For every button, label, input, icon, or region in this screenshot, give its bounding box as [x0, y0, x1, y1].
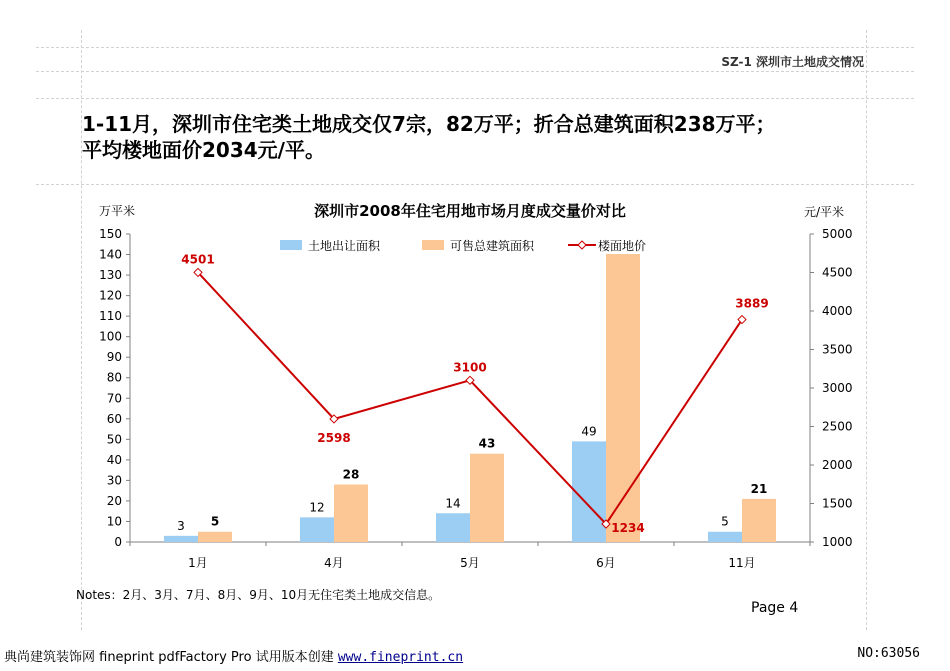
header-title: SZ-1 深圳市土地成交情况: [721, 55, 864, 69]
bar-land-0: [164, 536, 198, 542]
y-tick-right-label: 3500: [822, 342, 853, 357]
y-tick-left-label: 140: [99, 247, 122, 262]
price-data-label: 4501: [181, 252, 215, 267]
bar-land-1: [300, 517, 334, 542]
y-tick-right-label: 1500: [822, 496, 853, 511]
chart-title: 深圳市2008年住宅用地市场月度成交量价对比: [314, 202, 626, 220]
y-tick-right-label: 4500: [822, 265, 853, 280]
page-number: Page 4: [751, 600, 799, 616]
legend-swatch-0: [280, 240, 302, 250]
x-tick-label: 5月: [460, 556, 480, 570]
bar-land-3: [572, 441, 606, 542]
x-tick-label: 11月: [728, 556, 756, 570]
bar-data-label: 5: [210, 514, 220, 529]
bar-land-4: [708, 532, 742, 542]
price-data-label: 1234: [611, 520, 645, 535]
bar-data-label: 43: [478, 436, 496, 451]
y-tick-right-label: 5000: [822, 227, 853, 241]
headline-line-1: 1-11月，深圳市住宅类土地成交仅7宗，82万平；折合总建筑面积238万平；: [82, 112, 776, 136]
bar-floor-1: [334, 485, 368, 542]
y-tick-left-label: 70: [106, 391, 122, 406]
bar-data-label: 14: [445, 496, 461, 511]
y-tick-left-label: 100: [99, 329, 122, 344]
footer-left: [4, 646, 463, 665]
bar-floor-0: [198, 532, 232, 542]
legend-marker: [578, 241, 586, 249]
y-axis-right-label: 元/平米: [803, 205, 844, 219]
x-tick-label: 6月: [596, 556, 616, 570]
y-tick-left-label: 150: [99, 227, 122, 241]
y-tick-left-label: 50: [106, 432, 122, 447]
x-tick-label: 4月: [324, 556, 344, 570]
legend-swatch-1: [422, 240, 444, 250]
price-data-label: 3100: [453, 360, 487, 375]
bar-floor-2: [470, 454, 504, 542]
legend-layer: [280, 238, 646, 253]
bar-data-label: 49: [581, 424, 597, 439]
y-tick-right-label: 3000: [822, 381, 853, 395]
x-tick-label: 1月: [188, 556, 208, 570]
price-data-label: 2598: [317, 430, 351, 445]
footer-link[interactable]: www.fineprint.cn: [337, 650, 464, 665]
legend-label-0: 土地出让面积: [308, 239, 381, 253]
footer-text: 典尚建筑装饰网 fineprint pdfFactory Pro 试用版本创建: [4, 650, 334, 665]
y-tick-left-label: 80: [106, 370, 122, 385]
notes: Notes：2月、3月、7月、8月、9月、10月无住宅类土地成交信息。: [76, 588, 441, 602]
y-tick-left-label: 60: [106, 411, 122, 426]
price-data-label: 3889: [735, 296, 769, 311]
footer-number: NO:63056: [857, 646, 920, 661]
y-tick-left-label: 120: [99, 288, 122, 303]
y-tick-right-label: 4000: [822, 304, 853, 318]
y-tick-left-label: 90: [106, 350, 122, 365]
y-tick-right-label: 1000: [822, 535, 853, 549]
y-tick-left-label: 0: [114, 535, 122, 549]
y-tick-left-label: 40: [106, 452, 122, 467]
y-tick-right-label: 2500: [822, 419, 853, 434]
bar-land-2: [436, 513, 470, 542]
y-axis-left-label: 万平米: [99, 204, 136, 218]
bar-data-label: 21: [750, 481, 768, 496]
y-tick-left-label: 30: [106, 473, 122, 488]
bars-layer: [164, 254, 776, 542]
y-tick-left-label: 10: [106, 514, 122, 529]
legend-label-2: 楼面地价: [598, 239, 647, 253]
legend-label-1: 可售总建筑面积: [450, 239, 535, 253]
headline-line-2: 平均楼地面价2034元/平。: [82, 138, 325, 162]
bar-data-label: 5: [721, 514, 729, 529]
bar-floor-4: [742, 499, 776, 542]
y-tick-left-label: 110: [99, 309, 122, 324]
y-tick-left-label: 130: [99, 268, 122, 283]
y-tick-right-label: 2000: [822, 458, 853, 472]
bar-data-label: 12: [309, 500, 325, 515]
bar-data-label: 28: [342, 467, 360, 482]
y-tick-left-label: 20: [106, 493, 122, 508]
bar-data-label: 3: [177, 518, 185, 533]
